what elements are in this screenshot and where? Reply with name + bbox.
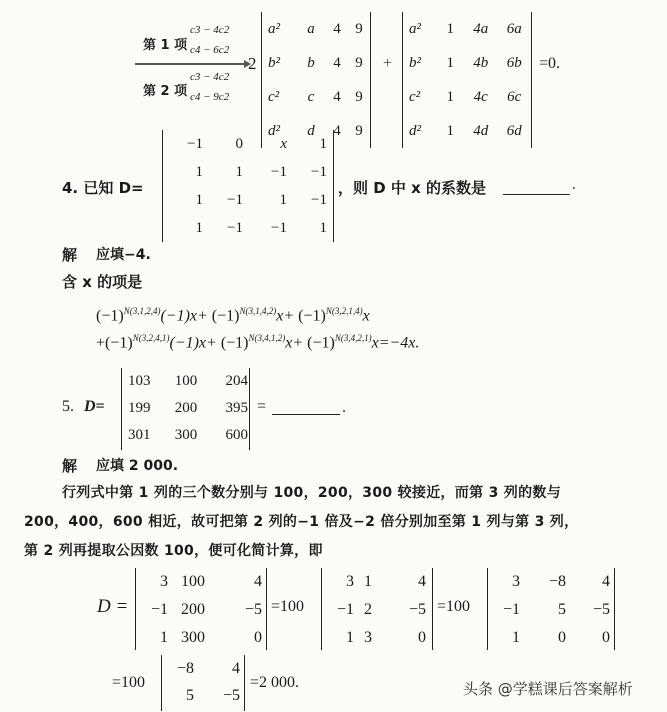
- determinant-a: a² a 4 9 b² b 4 9 c² c 4 9 d² d 4 9: [261, 12, 371, 148]
- q4-solution-answer: 应填−4.: [96, 247, 151, 263]
- calc-eq3: =100: [112, 674, 146, 691]
- q5-d-label: D=: [84, 398, 105, 415]
- watermark: 头条 @学糕课后答案解析: [463, 680, 633, 698]
- calc-determinant-3: 3 −8 4 −1 5 −5 1 0 0: [487, 568, 615, 650]
- transform-arrow: [135, 63, 245, 65]
- q4-solution-label: 解: [62, 246, 78, 264]
- q4-suffix: ，则 D 中 x 的系数是: [338, 179, 487, 197]
- calc-determinant-1: 3 100 4 −1 200 −5 1 300 0: [135, 568, 267, 650]
- calc-determinant-4: −8 4 5 −5: [161, 655, 245, 711]
- step1-op1: c3 − 4c2: [190, 24, 230, 36]
- calc-determinant-2: 3 1 4 −1 2 −5 1 3 0: [321, 568, 433, 650]
- plus-sign: +: [383, 55, 393, 72]
- q5-equals: =: [257, 398, 267, 415]
- q5-determinant: 103 100 204 199 200 395 301 300 600: [121, 368, 250, 450]
- step1-label: 第 1 项: [143, 38, 188, 53]
- q4-answer-blank: [503, 180, 570, 195]
- q5-explanation-line1: 行列式中第 1 列的三个数分别与 100，200，300 较接近，而第 3 列的数与: [62, 485, 561, 501]
- calc-eq2: =100: [437, 598, 471, 615]
- calc-d-label: D =: [97, 596, 129, 617]
- q5-explanation-line3: 第 2 列再提取公因数 100，便可化简计算，即: [24, 543, 323, 559]
- step2-label: 第 2 项: [143, 84, 188, 99]
- calc-result: =2 000.: [250, 674, 300, 691]
- coefficient: 2: [248, 54, 257, 73]
- q5-explanation-line2: 200，400，600 相近，故可把第 2 列的−1 倍及−2 倍分别加至第 1 列与第 3 列，: [24, 514, 579, 530]
- q5-end-period: .: [342, 399, 346, 416]
- step2-op1: c3 − 4c2: [190, 71, 230, 83]
- q4-end-period: .: [572, 177, 576, 193]
- q4-terms-line1: $(-1)^{N(3,1,2,4)}(-1)x+ (-1)^{N(3,1,4,2)}x+ (-1)^{N(3,2,1,4)}x$: [96, 306, 370, 325]
- q4-terms-line2: $+(-1)^{N(3,2,4,1)}(-1)x+ (-1)^{N(3,4,1,2)}x+ (-1)^{N(3,4,2,1)}x=-4x$.: [96, 333, 420, 352]
- determinant-b: a² 1 4a 6a b² 1 4b 6b c² 1 4c 6c d² 1 4d 6d: [402, 12, 532, 148]
- q5-answer-blank: [272, 400, 340, 415]
- q5-prefix: 5.: [62, 398, 74, 415]
- step2-op2: c4 − 9c2: [190, 91, 230, 103]
- q4-determinant: −1 0 x 1 1 1 −1 −1 1 −1 1 −1 1 −1 −1 1: [162, 130, 334, 242]
- q4-prefix: 4. 已知 D=: [62, 179, 144, 197]
- step1-op2: c4 − 6c2: [190, 44, 230, 56]
- calc-eq1: =100: [271, 598, 305, 615]
- q4-terms-intro: 含 x 的项是: [62, 273, 143, 291]
- result-zero: =0.: [539, 55, 561, 72]
- q5-solution-answer: 应填 2 000.: [96, 458, 179, 474]
- q5-solution-label: 解: [62, 457, 78, 475]
